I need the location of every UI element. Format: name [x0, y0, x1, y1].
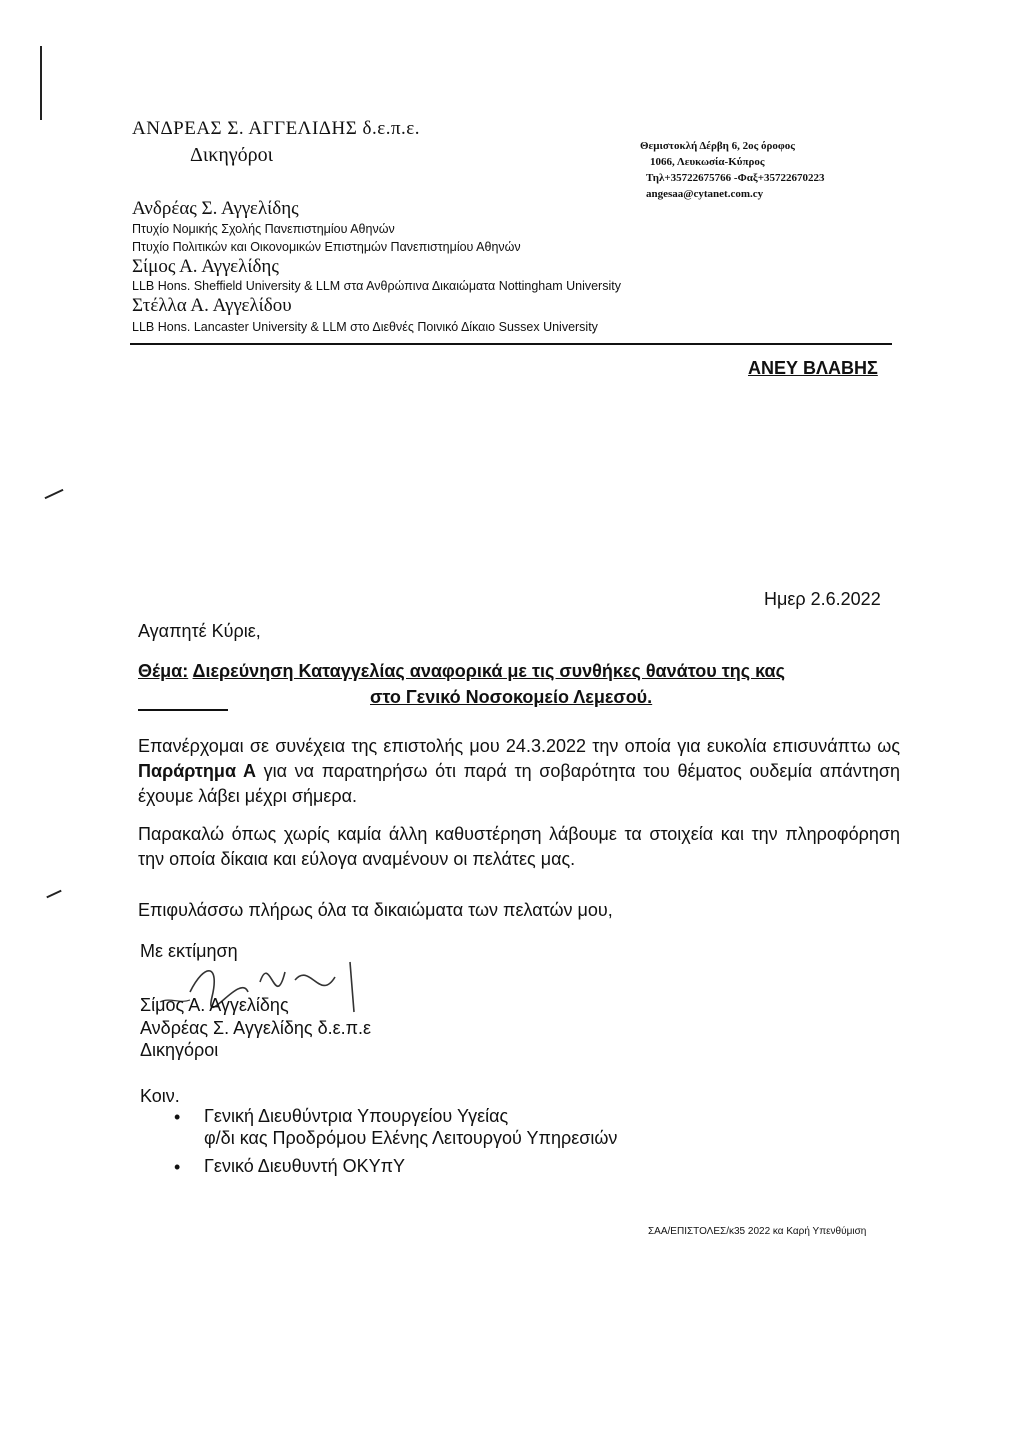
letter-date: Ημερ 2.6.2022 — [764, 589, 881, 609]
firm-name: ΑΝΔΡΕΑΣ Σ. ΑΓΓΕΛΙΔΗΣ δ.ε.π.ε. — [132, 118, 421, 139]
lawyer-name-2: Σίμος Α. Αγγελίδης — [132, 256, 279, 277]
scan-mark-left — [45, 489, 64, 499]
cc-item-1-line-1: Γενική Διευθύντρια Υπουργείου Υγείας — [204, 1106, 509, 1126]
attachment-reference: Παράρτημα Α — [138, 761, 256, 781]
cc-label: Κοιν. — [140, 1086, 180, 1106]
cc-item-2: Γενικό Διευθυντή ΟΚΥπΥ — [204, 1156, 406, 1176]
subject-label: Θέμα: — [138, 661, 189, 681]
subject-rule — [138, 709, 228, 711]
without-prejudice: ΑΝΕΥ ΒΛΑΒΗΣ — [748, 358, 878, 378]
greeting: Αγαπητέ Κύριε, — [138, 621, 261, 641]
paragraph-1-start: Επανέρχομαι σε συνέχεια της επιστολής μου 24.3.2022 την οποία για ευκολία επισυνάπτω ως — [138, 736, 900, 756]
phone-fax: Τηλ+35722675766 -Φαξ+35722670223 — [646, 172, 825, 184]
subject-line-2: στο Γενικό Νοσοκομείο Λεμεσού. — [370, 687, 653, 707]
address-line-2: 1066, Λευκωσία-Κύπρος — [650, 156, 765, 168]
scan-mark-left-2 — [46, 890, 61, 899]
closing-regards: Με εκτίμηση — [140, 941, 238, 961]
subject-text-1: Διερεύνηση Καταγγελίας αναφορικά με τις συνθήκες θανάτου της κας — [192, 661, 785, 681]
lawyer-credential-1b: Πτυχίο Πολιτικών και Οικονομικών Επιστημών Πανεπιστημίου Αθηνών — [132, 240, 521, 254]
lawyer-credential-1a: Πτυχίο Νομικής Σχολής Πανεπιστημίου Αθηνών — [132, 222, 395, 236]
signer-firm: Ανδρέας Σ. Αγγελίδης δ.ε.π.ε — [140, 1018, 372, 1038]
cc-bullet-2: • — [174, 1157, 181, 1177]
paragraph-3: Επιφυλάσσω πλήρως όλα τα δικαιώματα των πελατών μου, — [138, 900, 613, 920]
lawyer-name-3: Στέλλα Α. Αγγελίδου — [132, 295, 292, 316]
lawyer-credential-2: LLB Hons. Sheffield University & LLM στα Ανθρώπινα Δικαιώματα Nottingham University — [132, 279, 621, 293]
firm-subtitle: Δικηγόροι — [190, 144, 273, 166]
lawyer-credential-3: LLB Hons. Lancaster University & LLM στο Διεθνές Ποινικό Δίκαιο Sussex University — [132, 320, 598, 334]
paragraph-2: Παρακαλώ όπως χωρίς καμία άλλη καθυστέρηση λάβουμε τα στοιχεία και την πληροφόρηση την οποία δίκαια και εύλογα αναμένουν οι πελάτες μας. — [138, 824, 900, 869]
email[interactable]: angesaa@cytanet.com.cy — [646, 188, 764, 200]
header-divider — [130, 343, 892, 345]
cc-item-1-line-2: φ/δι κας Προδρόμου Ελένης Λειτουργού Υπηρεσιών — [204, 1128, 618, 1148]
subject-line-1 — [138, 661, 898, 682]
address-line-1: Θεμιστοκλή Δέρβη 6, 2ος όροφος — [640, 140, 795, 152]
signer-role: Δικηγόροι — [140, 1040, 219, 1060]
signer-name: Σίμος Α. Αγγελίδης — [140, 995, 289, 1015]
paragraph-1-end: για να παρατηρήσω ότι παρά τη σοβαρότητα του θέματος ουδεμία απάντηση έχουμε λάβει μέχρι σήμερα. — [138, 761, 900, 806]
paragraph-1 — [138, 734, 900, 809]
file-reference: ΣΑΑ/ΕΠΙΣΤΟΛΕΣ/κ35 2022 κα Καρή Υπενθύμιση — [648, 1226, 867, 1237]
cc-bullet-1: • — [174, 1107, 181, 1127]
lawyer-name-1: Ανδρέας Σ. Αγγελίδης — [132, 198, 299, 219]
scan-mark-top — [40, 46, 42, 120]
